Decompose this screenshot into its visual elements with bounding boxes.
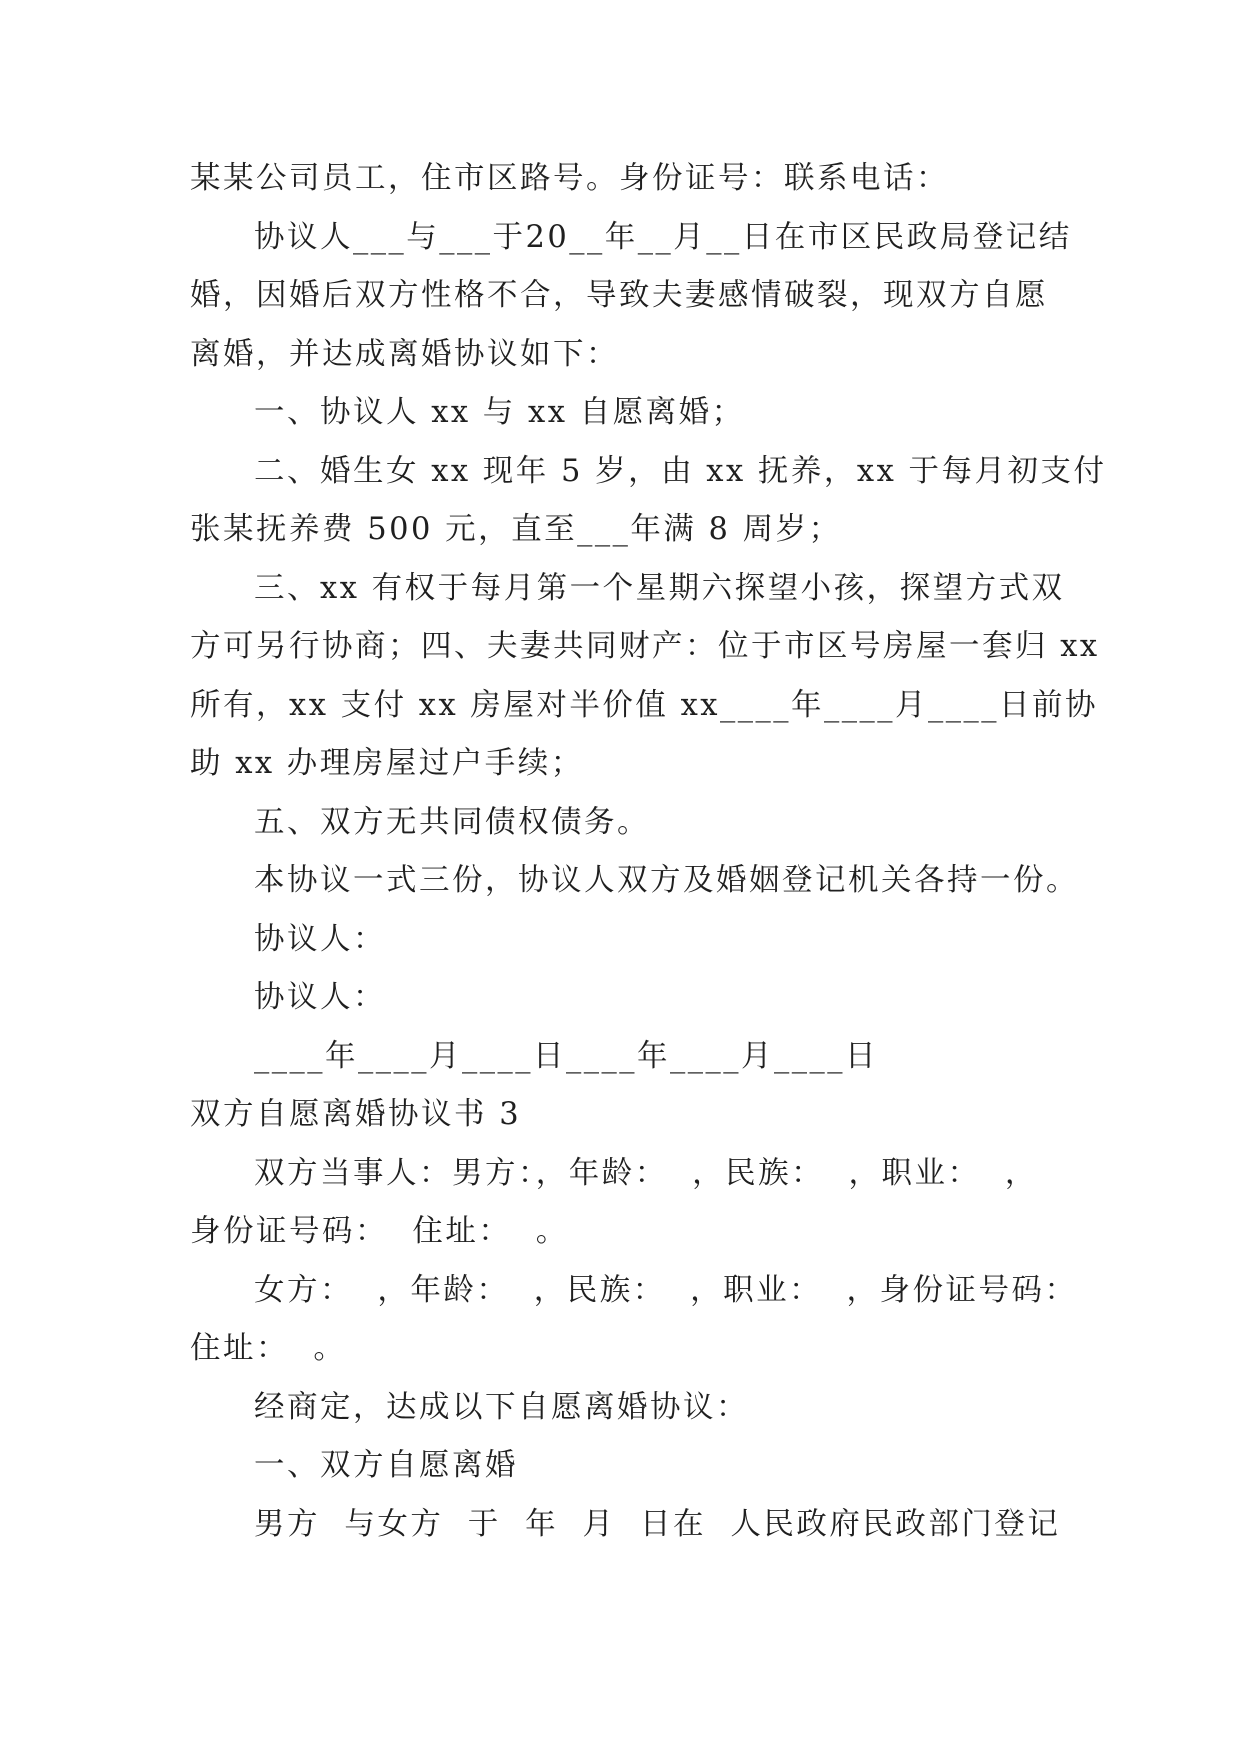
text-line: 三、xx 有权于每月第一个星期六探望小孩，探望方式双 <box>254 570 1065 606</box>
text-line: 二、婚生女 xx 现年 5 岁，由 xx 抚养，xx 于每月初支付 <box>254 453 1107 489</box>
text-line: 一、双方自愿离婚 <box>254 1448 518 1483</box>
text-line: 离婚，并达成离婚协议如下： <box>190 336 619 372</box>
document-page <box>190 150 1107 1554</box>
signature-label: 协议人： <box>254 980 386 1015</box>
text-line: 张某抚养费 500 元，直至___年满 8 周岁； <box>190 512 842 547</box>
text-line: 一、协议人 xx 与 xx 自愿离婚； <box>254 395 745 430</box>
text-line: 婚，因婚后双方性格不合，导致夫妻感情破裂，现双方自愿 <box>190 278 1048 313</box>
text-line: 身份证号码： 住址： 。 <box>190 1214 569 1249</box>
text-line: 经商定，达成以下自愿离婚协议： <box>254 1389 749 1425</box>
text-line: 某某公司员工，住市区路号。身份证号：联系电话： <box>190 161 949 196</box>
text-line: 协议人___与___于20__年__月__日在市区民政局登记结 <box>254 219 1072 255</box>
section-title: 双方自愿离婚协议书 3 <box>190 1097 522 1132</box>
text-line: 方可另行协商；四、夫妻共同财产：位于市区号房屋一套归 xx <box>190 629 1100 664</box>
date-line: ____年____月____日____年____月____日 <box>254 1038 878 1074</box>
text-line: 本协议一式三份，协议人双方及婚姻登记机关各持一份。 <box>254 863 1079 898</box>
text-line: 助 xx 办理房屋过户手续； <box>190 746 584 781</box>
text-line: 五、双方无共同债权债务。 <box>254 804 650 840</box>
text-line: 住址： 。 <box>190 1331 347 1366</box>
text-line: 双方当事人：男方：，年龄： ，民族： ，职业： ， <box>254 1155 1038 1191</box>
signature-label: 协议人： <box>254 921 386 957</box>
text-line: 所有，xx 支付 xx 房屋对半价值 xx____年____月____日前协 <box>190 687 1098 723</box>
text-line: 男方 与女方 于 年 月 日在 人民政府民政部门登记 <box>254 1506 1061 1542</box>
text-line: 女方： ，年龄： ，民族： ，职业： ，身份证号码： <box>254 1272 1078 1308</box>
